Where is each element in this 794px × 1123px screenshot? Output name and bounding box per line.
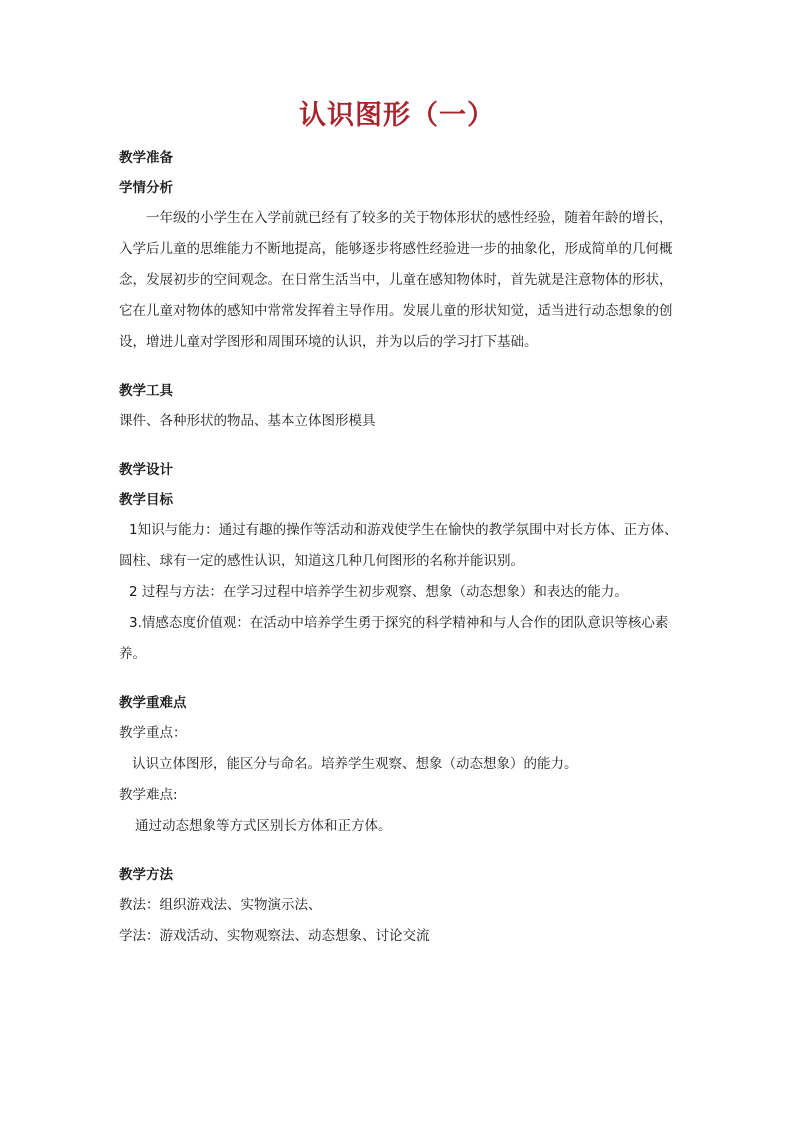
goal-item-knowledge: 1知识与能力：通过有趣的操作等活动和游戏使学生在愉快的教学氛围中对长方体、正方体、圆柱、球有一定的感性认识，知道这几种几何图形的名称并能识别。 [119,522,678,569]
heading-teaching-methods: 教学方法 [119,867,173,883]
document-title: 认识图形（一） [299,100,495,131]
teaching-method-text: 教法：组织游戏法、实物演示法、 [119,897,322,913]
heading-teaching-tools: 教学工具 [119,383,173,399]
document-body [119,143,679,952]
difficulty-label: 教学难点: [119,787,178,803]
heading-student-analysis: 学情分析 [119,180,173,196]
learning-method-text: 学法：游戏活动、实物观察法、动态想象、讨论交流 [119,928,430,944]
focus-text: 认识立体图形，能区分与命名。培养学生观察、想象（动态想象）的能力。 [132,756,578,772]
focus-label: 教学重点： [119,725,187,741]
heading-key-points: 教学重难点 [119,695,187,711]
difficulty-text: 通过动态想象等方式区别长方体和正方体。 [135,818,392,834]
student-analysis-paragraph: 一年级的小学生在入学前就已经有了较多的关于物体形状的感性经验，随着年龄的增长，入学后儿童的思维能力不断地提高，能够逐步将感性经验进一步的抽象化，形成简单的几何概念，发展初步的空间观念。在日常生活当中，儿童在感知物体时，首先就是注意物体的形状，它在儿童对物体的感知中常常发挥着主导作用。发展儿童的形状知觉，适当进行动态想象的创设，增进儿童对学图形和周围环境的认识，并为以后的学习打下基础。 [119,210,673,350]
teaching-tools-text: 课件、各种形状的物品、基本立体图形模具 [119,413,376,429]
heading-teaching-design: 教学设计 [119,462,173,478]
heading-teaching-prep: 教学准备 [119,150,173,166]
heading-teaching-goals: 教学目标 [119,492,173,508]
goal-item-process: 2 过程与方法：在学习过程中培养学生初步观察、想象（动态想象）和表达的能力。 [129,584,628,600]
goal-item-attitude: 3.情感态度价值观：在活动中培养学生勇于探究的科学精神和与人合作的团队意识等核心素养。 [119,615,669,662]
